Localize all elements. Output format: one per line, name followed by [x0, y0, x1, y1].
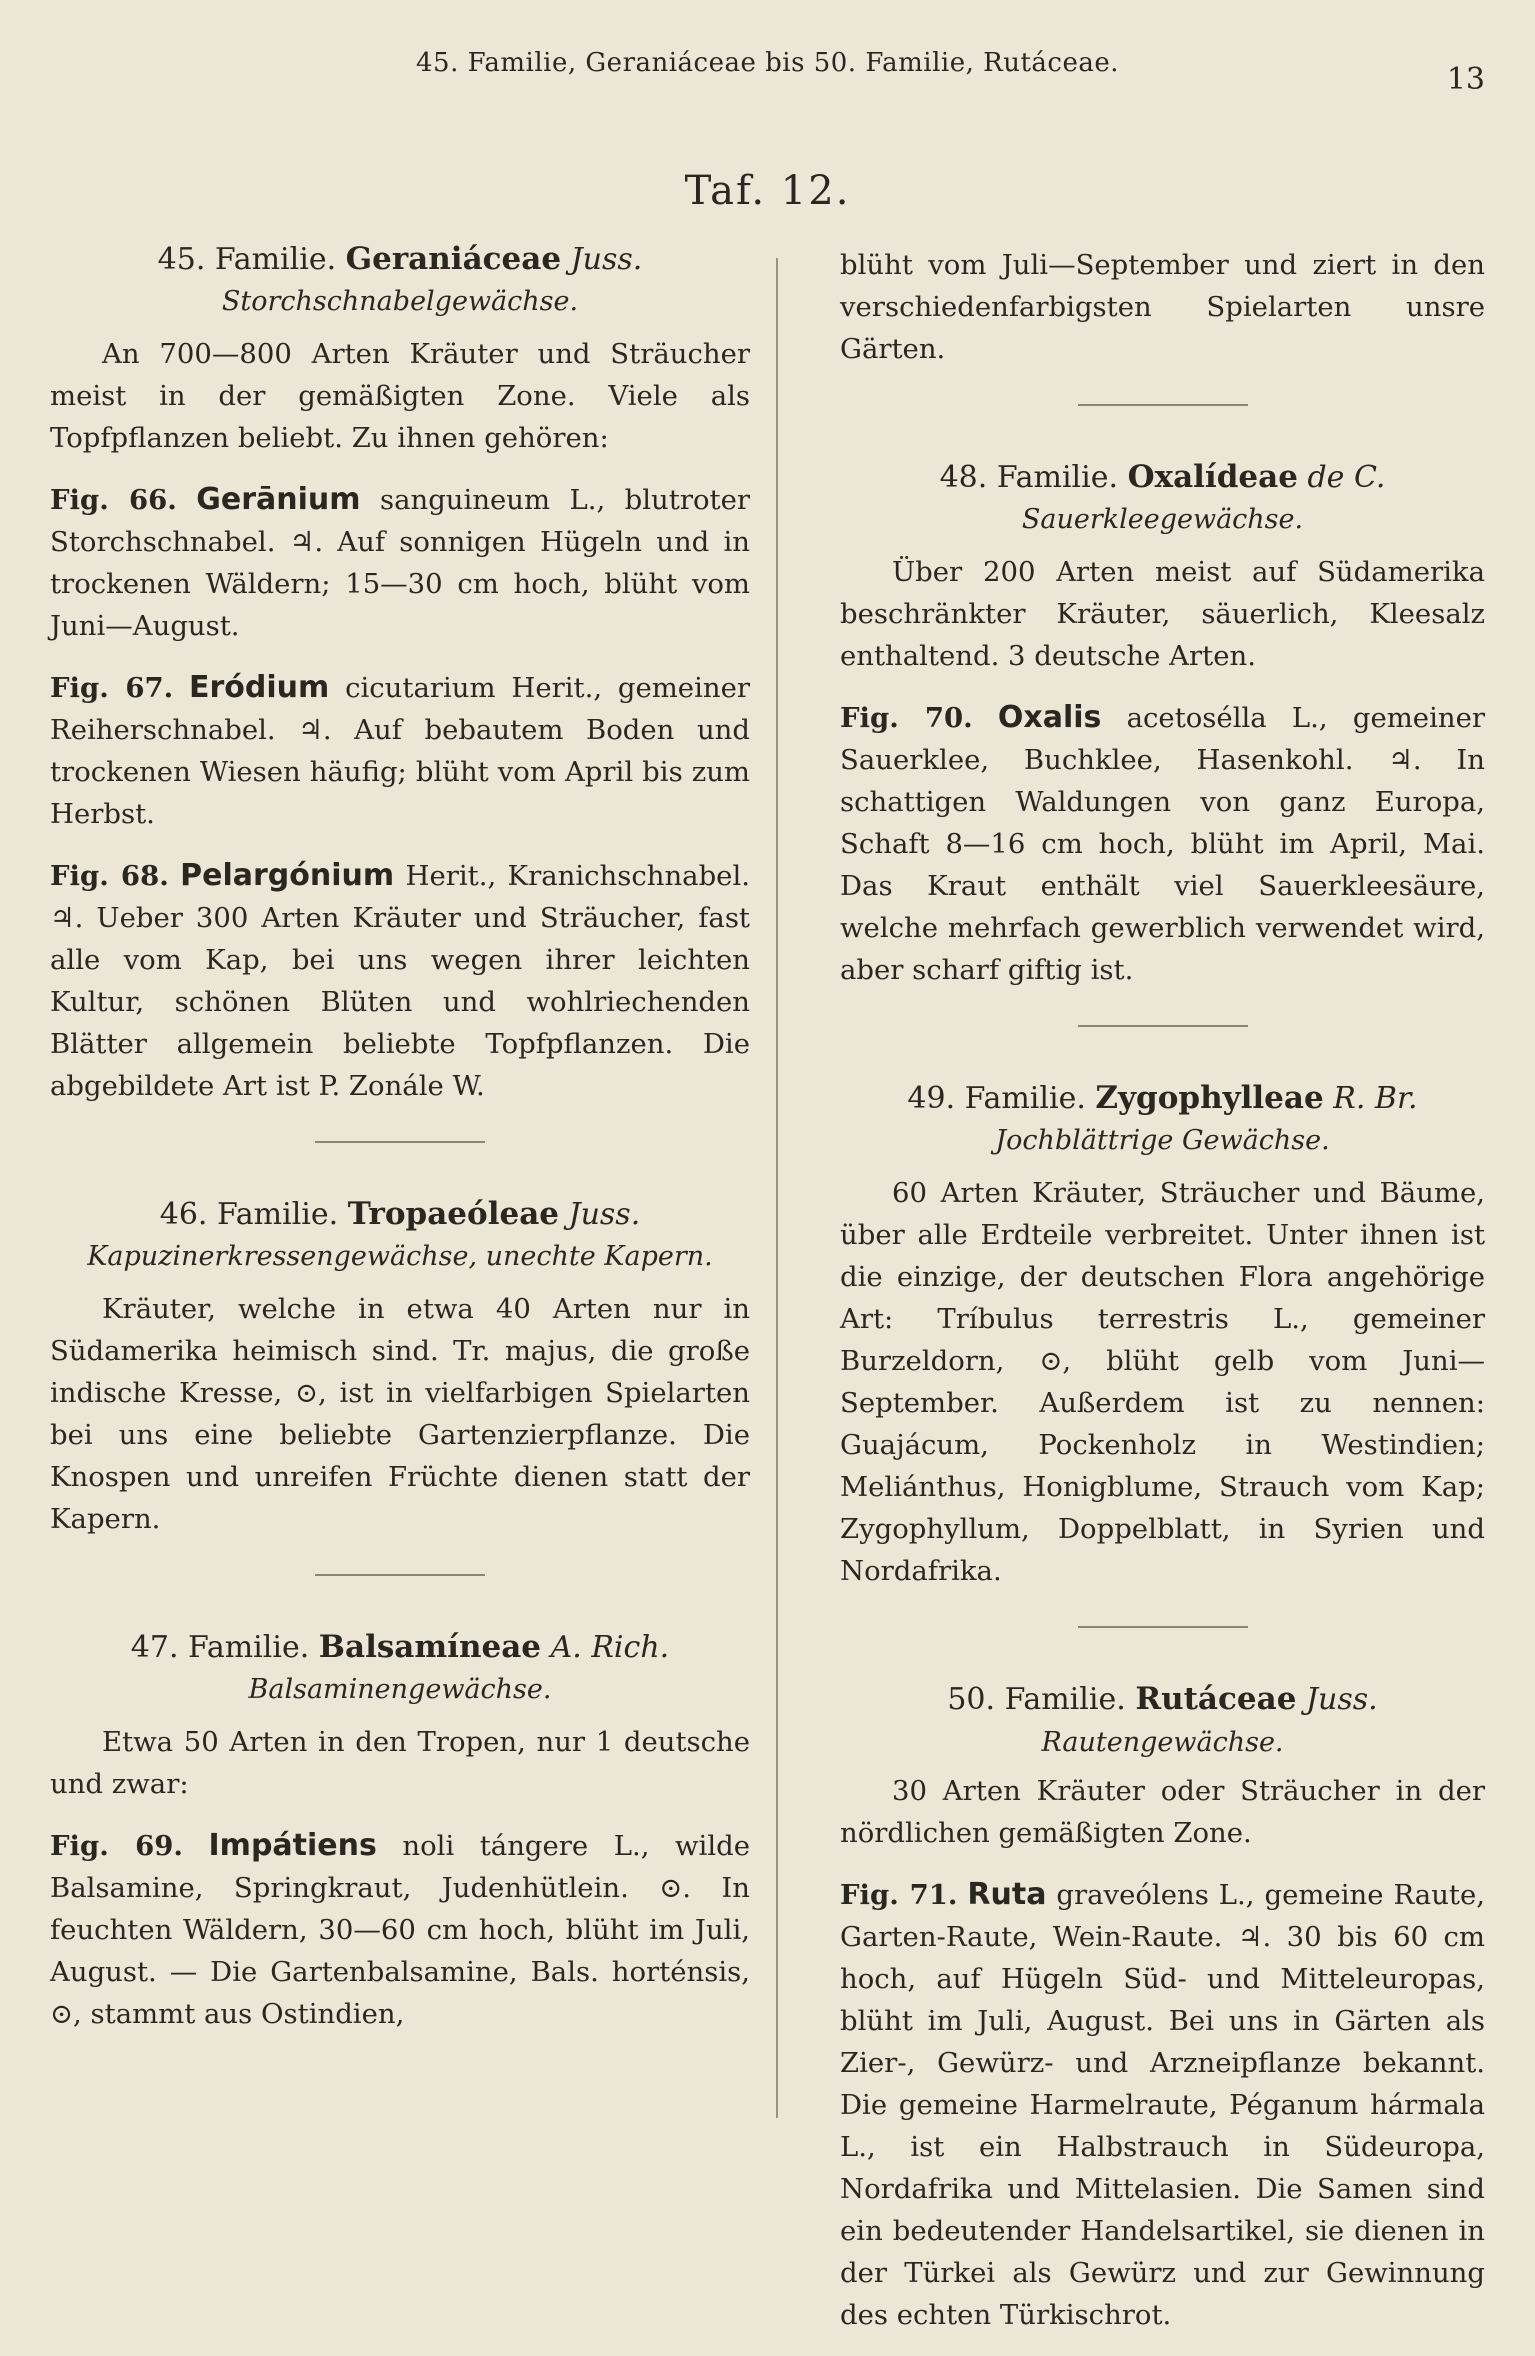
family-49-common-name: Jochblättrige Gewächse.	[995, 1125, 1330, 1156]
family-number: 48. Familie.	[939, 460, 1119, 495]
family-author: de C.	[1307, 460, 1386, 495]
family-author: Juss.	[568, 1197, 641, 1232]
right-column	[840, 238, 1485, 2356]
family-50-intro: 30 Arten Kräuter oder Sträucher in der nördlichen gemäßigten Zone.	[840, 1775, 1485, 1849]
family-45-intro: An 700—800 Arten Kräuter und Sträucher meist in der gemäßigten Zone. Viele als Topfpflanzen beliebt. Zu ihnen gehören:	[50, 338, 750, 454]
genus-name: Pelargónium	[180, 858, 395, 893]
fig-label: Fig. 71.	[840, 1879, 958, 1911]
family-48-common-name: Sauerkleegewächse.	[1021, 504, 1304, 535]
family-number: 46. Familie.	[159, 1197, 339, 1232]
fig-label: Fig. 70.	[840, 702, 973, 734]
continued-text: blüht vom Juli—September und ziert in den verschiedenfarbigsten Spielarten unsre Gärten.	[840, 249, 1485, 365]
genus-name: Impátiens	[208, 1828, 377, 1863]
family-46-heading	[50, 1193, 750, 1236]
section-rule	[315, 1141, 485, 1143]
family-author: R. Br.	[1333, 1081, 1418, 1116]
section-rule	[1078, 1025, 1248, 1027]
family-45-heading	[50, 238, 750, 281]
family-46-text: Kräuter, welche in etwa 40 Arten nur in Südamerika heimisch sind. Tr. majus, die große indische Kresse, ⊙, ist in vielfarbigen Spielarten bei uns eine beliebte Gartenzierpflanze. Die Knospen und unreifen Früchte dienen statt der Kapern.	[50, 1293, 750, 1535]
fig-label: Fig. 69.	[50, 1830, 183, 1862]
fig-71-entry	[840, 1874, 1485, 2336]
genus-name: Ruta	[967, 1877, 1047, 1912]
family-name: Oxalídeae	[1127, 459, 1298, 495]
family-number: 49. Familie.	[907, 1081, 1086, 1116]
family-47-common-name: Balsaminengewächse.	[248, 1674, 552, 1705]
family-number: 50. Familie.	[947, 1682, 1126, 1717]
section-rule	[1078, 404, 1248, 406]
family-name: Tropaeóleae	[347, 1196, 560, 1232]
fig-70-entry	[840, 697, 1485, 991]
family-author: Juss.	[1305, 1682, 1378, 1717]
family-50-common-name: Rautengewächse.	[1041, 1727, 1284, 1758]
fig-66-entry	[50, 479, 750, 647]
family-number: 47. Familie.	[130, 1630, 310, 1665]
genus-name: Oxalis	[997, 700, 1102, 735]
page-number: 13	[1446, 62, 1485, 97]
family-author: A. Rich.	[550, 1630, 670, 1665]
family-number: 45. Familie.	[157, 242, 337, 277]
genus-name: Eródium	[189, 670, 330, 705]
family-46-common-name: Kapuzinerkressengewächse, unechte Kapern.	[87, 1241, 713, 1272]
entry-text: Herit., Kranichschnabel. ♃. Ueber 300 Arten Kräuter und Sträucher, fast alle vom Kap, bei uns wegen ihrer leichten Kultur, schönen Blüten und wohlriechenden Blätter allgemein beliebte Topfpflanzen. Die abgebildete Art ist P. Zonále W.	[50, 860, 750, 1102]
running-head: 45. Familie, Geraniáceae bis 50. Familie, Rutáceae.	[416, 48, 1119, 78]
family-author: Juss.	[570, 242, 643, 277]
family-name: Balsamíneae	[318, 1629, 542, 1665]
genus-name: Gerānium	[196, 482, 361, 517]
entry-text: acetosélla L., gemeiner Sauerklee, Buchklee, Hasenkohl. ♃. In schattigen Waldungen von ganz Europa, Schaft 8—16 cm hoch, blüht im April, Mai. Das Kraut enthält viel Sauerkleesäure, welche mehrfach gewerblich verwendet wird, aber scharf giftig ist.	[840, 702, 1485, 986]
family-45-common-name: Storchschnabelgewächse.	[221, 286, 579, 317]
fig-67-entry	[50, 667, 750, 835]
fig-69-entry	[50, 1825, 750, 2035]
family-49-text: 60 Arten Kräuter, Sträucher und Bäume, über alle Erdteile verbreitet. Unter ihnen ist die einzige, der deutschen Flora angehörige Art: Tríbulus terrestris L., gemeiner Burzeldorn, ⊙, blüht gelb vom Juni—September. Außerdem ist zu nennen: Guajácum, Pockenholz in Westindien; Meliánthus, Honigblume, Strauch vom Kap; Zygophyllum, Doppelblatt, in Syrien und Nordafrika.	[840, 1177, 1485, 1587]
family-name: Rutáceae	[1135, 1681, 1297, 1717]
entry-text: cicutarium Herit., gemeiner Reiherschnabel. ♃. Auf bebautem Boden und trockenen Wiesen häufig; blüht vom April bis zum Herbst.	[50, 672, 750, 830]
column-divider	[776, 258, 778, 2118]
plate-title: Taf. 12.	[684, 168, 851, 214]
fig-label: Fig. 67.	[50, 672, 174, 704]
family-50-heading	[840, 1678, 1485, 1764]
family-name: Zygophylleae	[1095, 1080, 1324, 1116]
family-47-heading	[50, 1626, 750, 1669]
left-column	[50, 238, 750, 2055]
section-rule	[315, 1574, 485, 1576]
family-name: Geraniáceae	[345, 241, 562, 277]
fig-label: Fig. 68.	[50, 860, 169, 892]
fig-68-entry	[50, 855, 750, 1107]
entry-text: graveólens L., gemeine Raute, Garten-Raute, Wein-Raute. ♃. 30 bis 60 cm hoch, auf Hügeln Süd- und Mitteleuropas, blüht im Juli, August. Bei uns in Gärten als Zier-, Gewürz- und Arzneipflanze bekannt. Die gemeine Harmelraute, Péganum hármala L., ist ein Halbstrauch in Südeuropa, Nordafrika und Mittelasien. Die Samen sind ein bedeutender Handelsartikel, sie dienen in der Türkei als Gewürz und zur Gewinnung des echten Türkischrot.	[840, 1879, 1485, 2331]
family-48-intro: Über 200 Arten meist auf Südamerika beschränkter Kräuter, säuerlich, Kleesalz enthaltend. 3 deutsche Arten.	[840, 556, 1485, 672]
entry-text: noli tángere L., wilde Balsamine, Springkraut, Judenhütlein. ⊙. In feuchten Wäldern, 30—60 cm hoch, blüht im Juli, August. — Die Gartenbalsamine, Bals. horténsis, ⊙, stammt aus Ostindien,	[50, 1830, 751, 2030]
fig-label: Fig. 66.	[50, 484, 177, 516]
family-49-heading	[840, 1077, 1485, 1120]
family-47-intro: Etwa 50 Arten in den Tropen, nur 1 deutsche und zwar:	[50, 1726, 750, 1800]
entry-text: sanguineum L., blutroter Storchschnabel. ♃. Auf sonnigen Hügeln und in trockenen Wäldern; 15—30 cm hoch, blüht vom Juni—August.	[50, 484, 750, 642]
family-48-heading	[840, 456, 1485, 499]
section-rule	[1078, 1626, 1248, 1628]
